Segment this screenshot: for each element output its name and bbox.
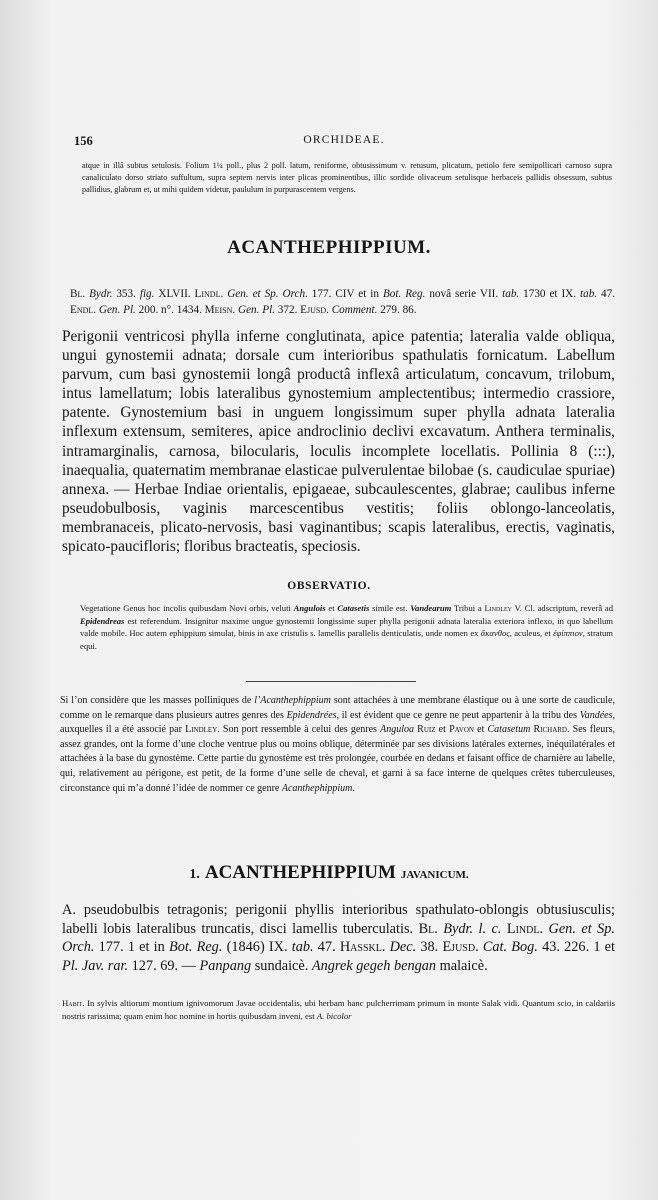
sp-text: 127. 69. —	[128, 957, 200, 974]
previous-text-rest: petiolo fere semipollicari carnoso supra canaliculato dorso striato suffultum, supra septem nervis inter plicas prominentibus, illic sordide olivaceum setulisque herbaceis pallidis obsessum, subtus pallidius, glabrum et, ut mihi quidem videtur, paululum in purpurascentem vergens.	[82, 161, 612, 195]
obs-text: Tribui a	[451, 603, 485, 613]
species-genus: ACANTHEPHIPPIUM	[204, 862, 396, 883]
citation-text: 279. 86.	[377, 304, 417, 316]
fr-text: et	[435, 724, 450, 736]
citation-text: XLVII.	[154, 288, 195, 300]
species-epithet: JAVANICUM.	[400, 869, 469, 881]
sp-author: Bl.	[418, 920, 438, 937]
fr-text: et	[473, 724, 488, 736]
observatio-text	[80, 602, 613, 652]
habitat-note	[62, 997, 615, 1023]
sp-author: Lindl.	[506, 920, 544, 937]
fr-italic: Vandées	[579, 709, 613, 721]
fr-text: sont attachées à une membrane élastique ou à une sorte de caudicule, comme on le remarque dans plusieurs autres genres des	[60, 695, 615, 721]
citation-text: novâ serie VII.	[425, 288, 503, 300]
author-abbrev: Ejusd.	[300, 304, 329, 316]
work-title: Gen. Pl.	[235, 304, 275, 316]
genus-description: Perigonii ventricosi phylla inferne conglutinata, apice patentia; lateralia valde obliqua, ungui gynostemii adnata; dorsale cum interioribus spathulatis fornicatum. Labellum parvum, cum basi gynostemii longâ productâ inflexâ articulatum, concavum, trilobum, intus lamellatum; lobis lateralibus gynostemium amplectentibus; intermedio crassiore, patente. Gynostemium basi in unguem longissimum super phylla adnata lateralia inflexum extensum, semiteres, apice androclinio declivi excavatum. Anthera terminalis, intramarginalis, carnosa, bilocularis, loculis incomplete locellatis. Pollinia 8 (:::), inaequalia, quaternatim membranae elasticae pulverulentae bilobae (s. caudiculae spuriae) annexa. — Herbae Indiae orientalis, epigaeae, subcaulescentes, glabrae; caulibus inferne pseudobulbosis, vaginis marcescentibus vestitis; foliis oblongo-lanceolatis, membranaceis, plicato-nervosis, basi vaginantibus; scapis lateralibus, erectis, vaginatis, spicato-paucifloris; floribus bracteatis, speciosis.	[62, 328, 615, 556]
obs-genus-name: Angulois	[293, 603, 326, 613]
habitat-species: A. bicolor	[316, 1011, 352, 1021]
sp-text: 43. 226. 1 et	[537, 939, 615, 956]
citation-text: 177. CIV et in	[307, 288, 383, 300]
work-title: Gen. Pl.	[96, 304, 136, 316]
obs-tribe-name: Epidendreas	[80, 615, 125, 626]
obs-author: Lindley	[484, 603, 513, 613]
page-header	[74, 134, 614, 152]
work-title: Bot. Reg.	[382, 288, 426, 300]
sp-work: Cat. Bog.	[478, 939, 538, 956]
fr-italic: Catasetum	[487, 724, 531, 736]
obs-text: Vegetatione Genus hoc incolis quibusdam Novi orbis, veluti	[80, 603, 294, 613]
page-number: 156	[74, 134, 93, 148]
fr-text: , il est évident que ce genre ne peut appartenir à la tribu des	[336, 709, 580, 721]
sp-work: tab.	[291, 939, 314, 956]
fr-text: Si l’on considère que les masses polliniques de	[60, 695, 255, 706]
citation-text: 47.	[597, 288, 616, 300]
fr-italic: Epidendrées	[286, 709, 337, 721]
observatio-heading: OBSERVATIO.	[287, 580, 371, 592]
fr-text: , auxquelles il a été associé par	[60, 709, 615, 736]
citation-text: 200. n°. 1434.	[135, 304, 205, 316]
sp-vernacular: Panpang	[199, 957, 252, 974]
fr-text: . Ses fleurs, assez grandes, ont la forme d’une cloche ventrue plus ou moins oblique, déterminée par ses divisions latérales externes, inéquilatérales et attachées à la base du gynostème. Cette partie du gynostème est très prolongée, courbée en dedans et faisant office de charnière au labelle, qui, relativement au périgone, est petit, de la forme d’une selle de cheval, et garni à sa face interne de quelques crêtes tuberculeuses, circonstance qui m’a donné l’idée de nommer ce genre	[60, 724, 615, 794]
obs-greek-word: ἐφίππιον	[553, 628, 583, 638]
obs-text: et	[325, 603, 338, 613]
citation-tab: tab.	[502, 288, 520, 300]
species-heading	[0, 862, 658, 884]
sp-author: Hasskl.	[339, 939, 386, 956]
genus-citation	[70, 286, 615, 318]
sp-work: Pl. Jav. rar.	[62, 957, 129, 974]
author-abbrev: Meisn.	[204, 304, 236, 316]
work-title: Bydr.	[89, 288, 113, 300]
sp-text: malaicè.	[436, 957, 488, 974]
work-title: Gen. et Sp. Orch.	[223, 288, 308, 300]
obs-greek-word: ἄκανθος	[480, 628, 510, 638]
previous-text-line-1: atque in illâ subtus setulosis. Folium 1¼ poll., plus 2 poll. latum, reniforme, obtusissimum v. retusum, plicatum,	[82, 161, 473, 170]
obs-text: est referendum. Insignitur maxime ungue gynostemii longissime super phylla perigonii adnata lateralia exteriora inflexo, in quo labellum valde mobile. Hoc autem ephippium simulat, binis in axe cristulis s. lamellis parallelis denticulatis, unde nomen ex	[80, 615, 613, 638]
french-note	[60, 694, 615, 796]
author-abbrev: Endl.	[70, 304, 97, 316]
citation-text: 1730 et IX.	[519, 288, 580, 300]
previous-species-text	[82, 160, 612, 197]
sp-text: A. pseudobulbis tetragonis; perigonii phyllis interioribus spathulato-oblongis obtusiusculis; labelli lobis lateralibus truncatis, disci lamellis tuberculatis.	[62, 902, 615, 937]
citation-text: 353.	[112, 288, 140, 300]
habitat-label: Habit.	[62, 998, 85, 1008]
fr-italic: Acanthephippium	[281, 782, 353, 794]
running-head: ORCHIDEAE.	[303, 134, 385, 146]
sp-author: Ejusd.	[442, 939, 479, 956]
sp-work: Bot. Reg.	[168, 939, 223, 956]
obs-text: V. Cl. adscriptum, reverâ ad	[512, 603, 614, 613]
work-title: Comment.	[328, 304, 378, 316]
sp-vernacular: Angrek gegeh bengan	[311, 957, 437, 974]
citation-fig: fig.	[139, 288, 155, 300]
fr-text: . Son port ressemble à celui des genres	[217, 724, 381, 736]
fr-italic: Anguloa	[380, 724, 414, 736]
obs-text: , aculeus, et	[509, 628, 554, 638]
sp-work: Bydr. l. c.	[437, 920, 502, 937]
sp-text: sundaicè.	[251, 957, 312, 974]
sp-work: Gen. et Sp. Orch.	[62, 920, 615, 956]
author-abbrev: Lindl.	[194, 288, 224, 300]
sp-text: (1846) IX.	[222, 939, 292, 956]
obs-text: , stratum equi.	[80, 628, 613, 651]
fr-author: Pavon	[449, 724, 474, 736]
species-description	[62, 901, 615, 975]
fr-author: Richard	[533, 724, 567, 736]
citation-tab: tab.	[580, 288, 598, 300]
genus-title: ACANTHEPHIPPIUM.	[227, 237, 431, 258]
obs-tribe-name: Vandearum	[410, 603, 452, 613]
sp-text: 47.	[313, 939, 340, 956]
fr-italic: l’Acanthephippium	[254, 695, 331, 706]
species-number: 1.	[189, 867, 200, 882]
fr-author: Ruiz	[417, 724, 436, 736]
sp-text: 177. 1 et in	[94, 939, 169, 956]
sp-text: 38.	[416, 939, 443, 956]
citation-text: 372.	[274, 304, 301, 316]
fr-text: .	[352, 782, 355, 794]
fr-author: Lindley	[185, 724, 218, 736]
sp-work: Dec.	[385, 939, 417, 956]
habitat-text: In sylvis altiorum montium ignivomorum Javae occidentalis, ubi herbam hanc pulcherrimam primum in monte Salak vidi. Quantum scio, in caldariis nostris rarissima; quam enim hoc nomine in hortis quibusdam inveni, est	[62, 998, 615, 1021]
author-abbrev: Bl.	[70, 288, 86, 300]
obs-text: simile est.	[369, 603, 411, 613]
obs-genus-name: Catasetis	[337, 603, 370, 613]
section-divider	[246, 681, 416, 682]
